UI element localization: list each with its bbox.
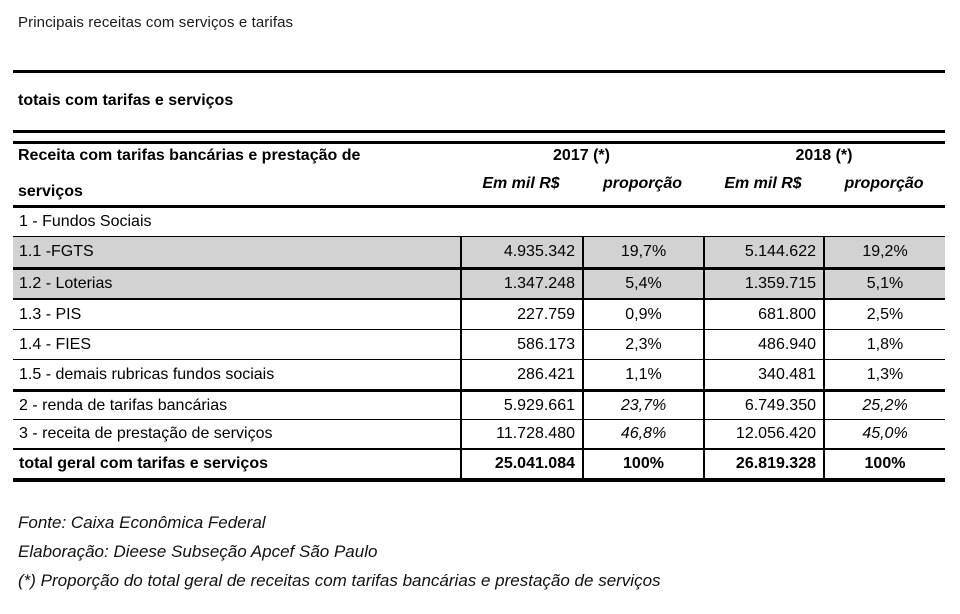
proportion-2017: 23,7% (582, 392, 703, 419)
row-label: 1.1 -FGTS (19, 243, 94, 260)
proportion-2017: 2,3% (582, 330, 703, 359)
value-2017: 5.929.661 (460, 392, 582, 419)
table-row-pis (13, 300, 945, 330)
row-label: 3 - receita de prestação de serviços (19, 425, 273, 442)
value-2017: 1.347.248 (460, 270, 582, 298)
value-2018: 681.800 (703, 300, 823, 329)
year-headers (460, 144, 945, 205)
subheaders-2018 (703, 173, 945, 193)
year-group-2017 (460, 144, 703, 205)
table-row-renda-tarifas (13, 392, 945, 420)
proportion-2018: 5,1% (823, 270, 945, 298)
table-row-prestacao-servicos (13, 420, 945, 450)
value-2018: 486.940 (703, 330, 823, 359)
proportion-2017: 1,1% (582, 360, 703, 389)
year-group-2018 (703, 144, 945, 205)
value-2018: 340.481 (703, 360, 823, 389)
asterisk-note: (*) Proporção do total geral de receitas com tarifas bancárias e prestação de serviços (18, 571, 661, 590)
value-2017: 11.728.480 (460, 420, 582, 448)
proportion-2018: 2,5% (823, 300, 945, 329)
value-2017: 4.935.342 (460, 237, 582, 267)
value-2017: 286.421 (460, 360, 582, 389)
subheader-value-2018: Em mil R$ (724, 175, 802, 192)
proportion-2017: 46,8% (582, 420, 703, 448)
table-row-fundos-sociais (13, 208, 945, 237)
table-row-loterias (13, 270, 945, 300)
year-header-2017: 2017 (*) (553, 147, 610, 164)
value-2017: 586.173 (460, 330, 582, 359)
table-header (13, 144, 945, 208)
proportion-2017: 19,7% (582, 237, 703, 267)
subheaders-2017 (460, 173, 703, 193)
section-title: totais com tarifas e serviços (18, 92, 234, 109)
row-label: 1.5 - demais rubricas fundos sociais (19, 365, 275, 383)
row-label: 2 - renda de tarifas bancárias (19, 396, 228, 414)
subheader-proportion-2018: proporção (844, 175, 924, 192)
value-2018: 6.749.350 (703, 392, 823, 419)
row-label: total geral com tarifas e serviços (19, 455, 268, 472)
table-row-fies (13, 330, 945, 360)
value-2017: 227.759 (460, 300, 582, 329)
value-2017: 25.041.084 (460, 450, 582, 478)
proportion-2018: 1,3% (823, 360, 945, 389)
value-2018: 12.056.420 (703, 420, 823, 448)
divider-line-top (13, 70, 945, 73)
row-label: 1.4 - FIES (19, 335, 92, 353)
column-header-line2: serviços (18, 183, 83, 200)
subheader-proportion-2017: proporção (602, 175, 683, 192)
subheader-value-2017: Em mil R$ (482, 175, 560, 192)
row-label: 1 - Fundos Sociais (19, 213, 152, 230)
value-2018: 5.144.622 (703, 237, 823, 267)
proportion-2017: 5,4% (582, 270, 703, 298)
elaboration-note: Elaboração: Dieese Subseção Apcef São Paulo (18, 542, 378, 561)
value-2018: 1.359.715 (703, 270, 823, 298)
table-row-total-geral (13, 450, 945, 482)
row-label: 1.3 - PIS (19, 305, 82, 323)
table-body (13, 208, 945, 482)
value-2018: 26.819.328 (703, 450, 823, 478)
proportion-2018: 45,0% (823, 420, 945, 448)
column-header-receita (13, 144, 460, 205)
table-row-demais-rubricas (13, 360, 945, 392)
divider-line-double-upper (13, 130, 945, 133)
row-label: 1.2 - Loterias (19, 275, 113, 292)
table-row-fgts (13, 237, 945, 270)
document-title: Principais receitas com serviços e tarifas (18, 14, 294, 31)
proportion-2018: 19,2% (823, 237, 945, 267)
proportion-2018: 1,8% (823, 330, 945, 359)
proportion-2018: 100% (823, 450, 945, 478)
proportion-2017: 100% (582, 450, 703, 478)
year-header-2018: 2018 (*) (795, 147, 853, 164)
proportion-2017: 0,9% (582, 300, 703, 329)
proportion-2018: 25,2% (823, 392, 945, 419)
source-note: Fonte: Caixa Econômica Federal (18, 513, 266, 532)
column-header-line1: Receita com tarifas bancárias e prestação de (18, 147, 361, 164)
